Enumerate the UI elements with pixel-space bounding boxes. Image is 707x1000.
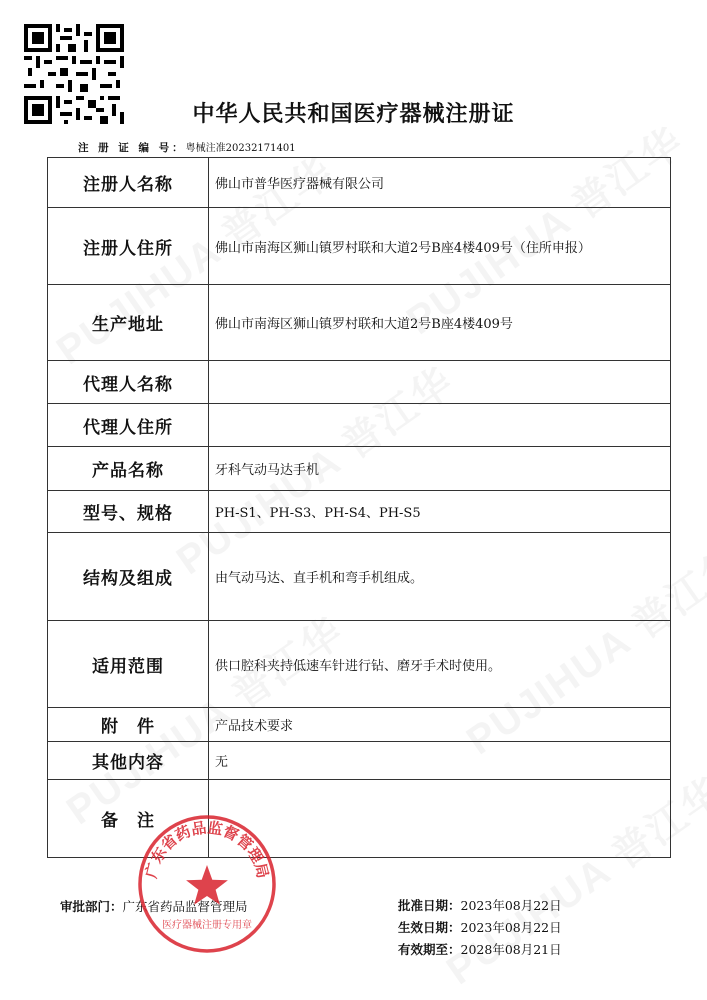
effective-date: [398, 917, 562, 939]
official-seal-icon: [136, 813, 278, 955]
field-value: [209, 404, 671, 447]
seal-bottom-text: 医疗器械注册专用章: [162, 920, 252, 931]
field-label: 注册人住所: [48, 208, 209, 285]
registration-table: [47, 157, 671, 858]
table-row: [48, 285, 671, 361]
approve-date-label: 批准日期：: [398, 898, 461, 913]
field-label: 适用范围: [48, 621, 209, 708]
expiry-date-value: 2028年08月21日: [460, 942, 562, 957]
approval-department-value: 广东省药品监督管理局: [122, 899, 248, 914]
field-label: 生产地址: [48, 285, 209, 361]
dates-block: [398, 895, 562, 961]
field-value: PH-S1、PH-S3、PH-S4、PH-S5: [209, 491, 671, 533]
field-label: 其他内容: [48, 742, 209, 780]
field-label: 结构及组成: [48, 533, 209, 621]
field-label: 产品名称: [48, 447, 209, 491]
approve-date-value: 2023年08月22日: [460, 898, 562, 913]
registration-number-label: 注 册 证 编 号：: [78, 142, 186, 154]
table-row: [48, 708, 671, 742]
registration-number-value: 粤械注准20232171401: [185, 143, 296, 154]
field-value: 牙科气动马达手机: [209, 447, 671, 491]
table-row: [48, 158, 671, 208]
field-value: 由气动马达、直手机和弯手机组成。: [209, 533, 671, 621]
field-value: 产品技术要求: [209, 708, 671, 742]
effective-date-label: 生效日期：: [398, 920, 461, 935]
field-label: 备 注: [48, 780, 209, 858]
table-row: [48, 404, 671, 447]
field-label: 附 件: [48, 708, 209, 742]
field-value: 佛山市普华医疗器械有限公司: [209, 158, 671, 208]
registration-number: [78, 139, 296, 155]
table-row: [48, 491, 671, 533]
expiry-date-label: 有效期至：: [398, 942, 461, 957]
field-value: 无: [209, 742, 671, 780]
field-label: 型号、规格: [48, 491, 209, 533]
seal-ring-text: 广东省药品监督管理局: [142, 818, 272, 880]
table-row: [48, 621, 671, 708]
table-row: [48, 533, 671, 621]
field-value: 供口腔科夹持低速车针进行钻、磨牙手术时使用。: [209, 621, 671, 708]
expiry-date: [398, 939, 562, 961]
approval-department-label: 审批部门：: [60, 899, 123, 914]
table-row: [48, 208, 671, 285]
table-row: [48, 742, 671, 780]
approve-date: [398, 895, 562, 917]
field-value: 佛山市南海区狮山镇罗村联和大道2号B座4楼409号: [209, 285, 671, 361]
table-row: [48, 361, 671, 404]
field-label: 代理人住所: [48, 404, 209, 447]
field-value: [209, 361, 671, 404]
table-row: [48, 447, 671, 491]
field-label: 代理人名称: [48, 361, 209, 404]
field-label: 注册人名称: [48, 158, 209, 208]
field-value: 佛山市南海区狮山镇罗村联和大道2号B座4楼409号（住所申报）: [209, 208, 671, 285]
effective-date-value: 2023年08月22日: [460, 920, 562, 935]
certificate-title: 中华人民共和国医疗器械注册证: [192, 102, 515, 127]
